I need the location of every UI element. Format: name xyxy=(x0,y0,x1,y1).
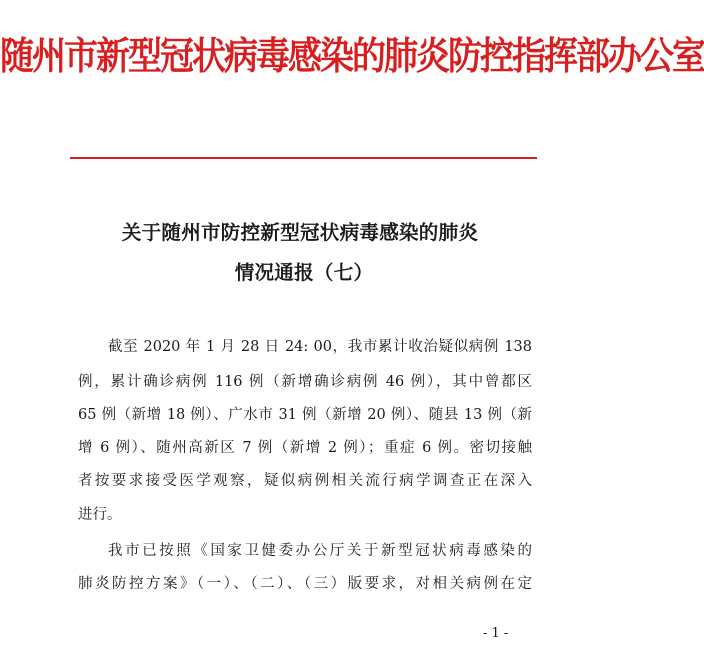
paragraph-2-line-2: 肺炎防控方案》（一）、（二）、（三）版要求，对相关病例在定 xyxy=(78,576,532,592)
letterhead-red-rule xyxy=(70,157,537,159)
document-title-line-2: 情况通报（七） xyxy=(234,261,374,284)
paragraph-2-line-1: 我市已按照《国家卫健委办公厅关于新型冠状病毒感染的 xyxy=(108,543,532,559)
paragraph-1-line-3: 65 例（新增 18 例）、广水市 31 例（新增 20 例）、随县 13 例（新 xyxy=(78,407,532,423)
letterhead-title: 随州市新型冠状病毒感染的肺炎防控指挥部办公室 xyxy=(0,34,704,80)
paragraph-1-line-5: 者按要求接受医学观察，疑似病例相关流行病学调查正在深入 xyxy=(78,473,532,489)
page-number: - 1 - xyxy=(483,626,509,641)
paragraph-1-line-4: 增 6 例）、随州高新区 7 例（新增 2 例）；重症 6 例。密切接触 xyxy=(78,440,532,456)
paragraph-1-line-2: 例，累计确诊病例 116 例（新增确诊病例 46 例），其中曾都区 xyxy=(78,374,532,390)
document-title-line-1: 关于随州市防控新型冠状病毒感染的肺炎 xyxy=(121,221,479,244)
paragraph-1-line-1: 截至 2020 年 1 月 28 日 24: 00，我市累计收治疑似病例 138 xyxy=(108,339,532,355)
paragraph-1-line-6: 进行。 xyxy=(78,507,122,523)
